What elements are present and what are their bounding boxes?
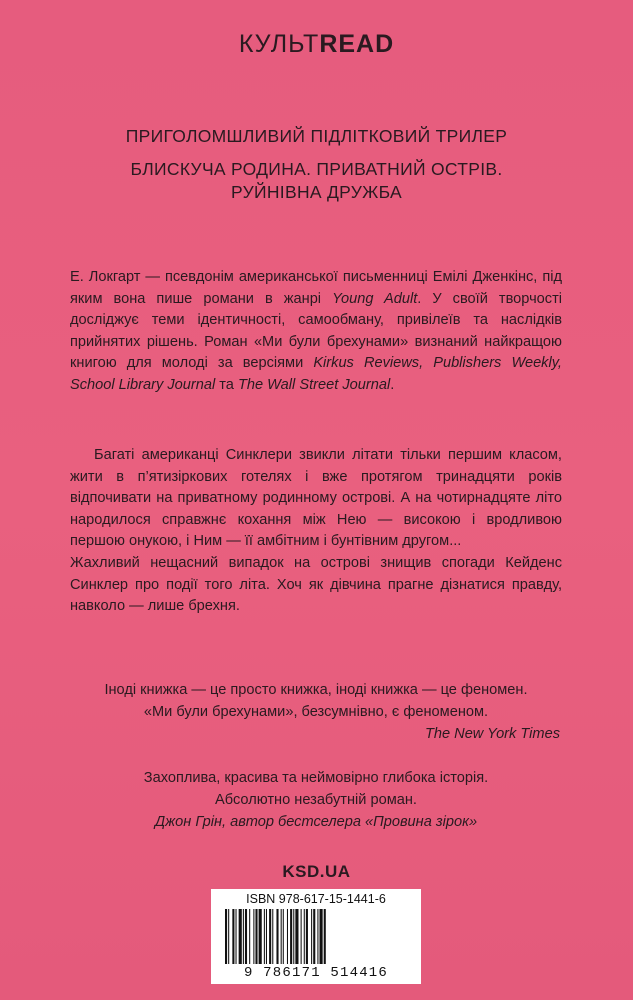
logo-light-part: КУЛЬТ <box>238 30 320 58</box>
barcode-bars <box>225 909 411 964</box>
publisher-logo <box>0 30 633 59</box>
quote-line-2: «Ми були брехунами», безсумнівно, є феноменом. <box>143 703 489 720</box>
publisher-website: KSD.UA <box>282 862 351 881</box>
author-bio <box>70 267 562 397</box>
barcode-digits: 9 786171 514416 <box>243 965 389 981</box>
tagline-line-2: РУЙНІВНА ДРУЖБА <box>230 182 402 202</box>
headline-tagline <box>0 158 633 204</box>
synopsis <box>70 445 562 618</box>
synopsis-part-1: Багаті американці Синклери звикли літати тільки першим класом, жити в п’ятизіркових готелях і вже протягом тринадцяти років відпочивати на приватному родинному острові. А на чотирнадцяте літо народилося справжнє кохання між Нею — високою і вродливою першою онукою, і Ним — її амбітним і бунтівним другом... <box>70 447 562 550</box>
tagline-line-1: БЛИСКУЧА РОДИНА. ПРИВАТНИЙ ОСТРІВ. <box>130 159 503 179</box>
bio-text-2: . У своїй творчості досліджує теми ідентичності, самообману, привілеїв та наслідків прийнятих рішень. Роман «Ми були брехунами» визнаний найкращою книгою для молоді за версіями <box>70 290 563 372</box>
quote-source: Джон Грін, автор бестселера «Провина зірок» <box>154 813 478 830</box>
logo-bold-part: READ <box>319 30 395 58</box>
quote-line-1: Захоплива, красива та неймовірно глибока історія. <box>143 770 489 786</box>
isbn-barcode <box>211 889 421 984</box>
synopsis-part-2: Жахливий нещасний випадок на острові знищив спогади Кейденс Синклер про події того літа. Хоч як дівчина прагне дізнатися правду, навколо — лише брехня. <box>70 554 562 615</box>
bio-text-4: . <box>390 376 395 393</box>
quote-source: The New York Times <box>424 725 560 742</box>
isbn-label: ISBN 978-617-15-1441-6 <box>246 892 386 906</box>
bio-text-1: Е. Локгарт — псевдонім американської письменниці Емілі Дженкінс, під яким вона пише романи в жанрі <box>70 269 562 307</box>
review-quote-green <box>60 768 572 833</box>
quote-line-1: Іноді книжка — це просто книжка, іноді книжка — це феномен. <box>104 682 528 698</box>
bio-wsj: The Wall Street Journal <box>237 376 391 393</box>
quote-line-2: Абсолютно незабутній роман. <box>215 791 417 808</box>
bio-text-3: та <box>215 376 238 393</box>
bio-publications: Kirkus Reviews, Publishers Weekly, School Library Journal <box>70 355 562 393</box>
review-quote-nyt <box>60 680 572 745</box>
headline-genre: ПРИГОЛОМШЛИВИЙ ПІДЛІТКОВИЙ ТРИЛЕР <box>125 126 508 146</box>
bio-genre: Young Adult <box>332 290 418 307</box>
